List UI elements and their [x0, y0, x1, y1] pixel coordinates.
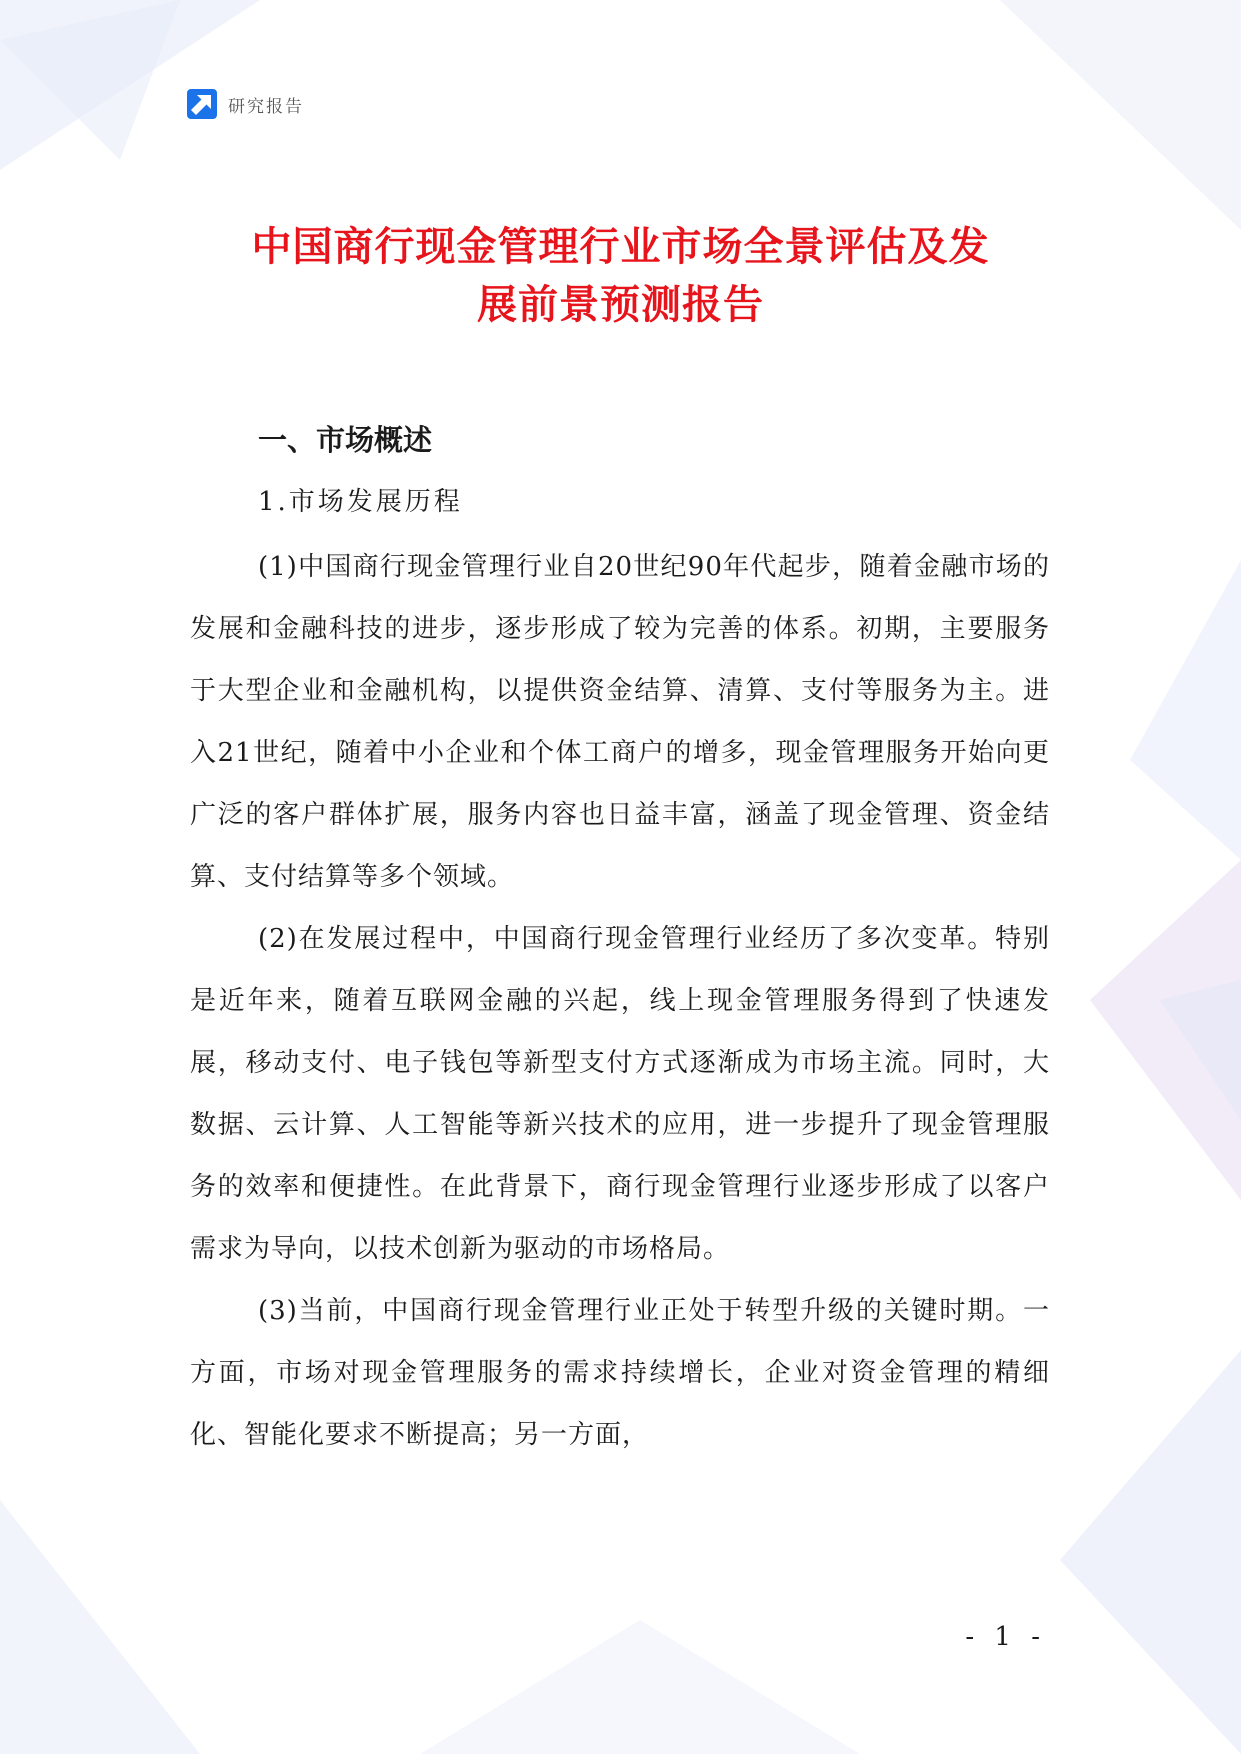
report-title	[150, 218, 1091, 334]
title-line-1: 中国商行现金管理行业市场全景评估及发	[251, 224, 990, 270]
paragraph-2: (2)在发展过程中，中国商行现金管理行业经历了多次变革。特别是近年来，随着互联网金融的兴起，线上现金管理服务得到了快速发展，移动支付、电子钱包等新型支付方式逐渐成为市场主流。同时，大数据、云计算、人工智能等新兴技术的应用，进一步提升了现金管理服务的效率和便捷性。在此背景下，商行现金管理行业逐步形成了以客户需求为导向，以技术创新为驱动的市场格局。	[190, 924, 1050, 1264]
paragraph-1: (1)中国商行现金管理行业自20世纪90年代起步，随着金融市场的发展和金融科技的进步，逐步形成了较为完善的体系。初期，主要服务于大型企业和金融机构，以提供资金结算、清算、支付等服务为主。进入21世纪，随着中小企业和个体工商户的增多，现金管理服务开始向更广泛的客户群体扩展，服务内容也日益丰富，涵盖了现金管理、资金结算、支付结算等多个领域。	[190, 552, 1050, 892]
report-body	[190, 420, 1050, 1466]
subsection-heading: 1.市场发展历程	[258, 487, 463, 517]
page-number: - 1 -	[965, 1622, 1046, 1652]
arrow-up-right-icon	[186, 88, 218, 120]
header-label: 研究报告	[228, 96, 304, 117]
title-line-2: 展前景预测报告	[477, 282, 764, 328]
section-heading: 一、市场概述	[258, 423, 433, 457]
report-header	[186, 88, 304, 120]
paragraph-3: (3)当前，中国商行现金管理行业正处于转型升级的关键时期。一方面，市场对现金管理服务的需求持续增长，企业对资金管理的精细化、智能化要求不断提高；另一方面，	[190, 1296, 1050, 1450]
